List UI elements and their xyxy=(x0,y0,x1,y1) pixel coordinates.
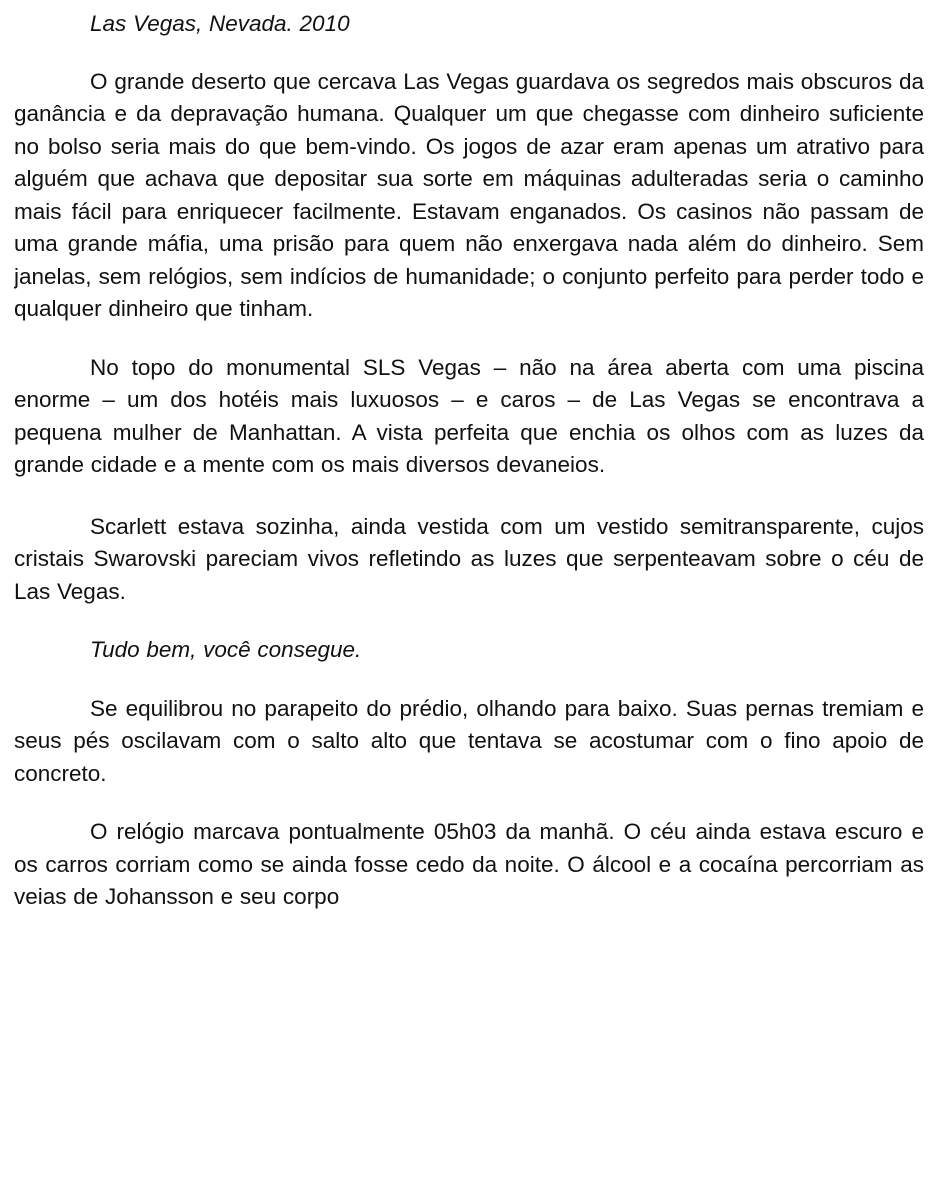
paragraph-sls-vegas: No topo do monumental SLS Vegas – não na área aberta com uma piscina enorme – um dos hotéis mais luxuosos – e caros – de Las Vegas se encontrava a pequena mulher de Manhattan. A vista perfeita que enchia os olhos com as luzes da grande cidade e a mente com os mais diversos devaneios. xyxy=(14,354,924,477)
paragraph-scarlett: Scarlett estava sozinha, ainda vestida com um vestido semitransparente, cujos cristais Swarovski pareciam vivos refletindo as luzes que serpenteavam sobre o céu de Las Vegas. xyxy=(14,513,924,604)
paragraph-clock: O relógio marcava pontualmente 05h03 da manhã. O céu ainda estava escuro e os carros corriam como se ainda fosse cedo da noite. O álcool e a cocaína percorriam as veias de Johansson e seu corpo xyxy=(14,819,924,909)
document-page xyxy=(14,0,924,1200)
paragraph-desert: O grande deserto que cercava Las Vegas guardava os segredos mais obscuros da ganância e da depravação humana. Qualquer um que chegasse com dinheiro suficiente no bolso seria mais do que bem-vindo. Os jogos de azar eram apenas um atrativo para alguém que achava que depositar sua sorte em máquinas adulteradas seria o caminho mais fácil para enriquecer facilmente. Estavam enganados. Os casinos não passam de uma grande máfia, uma prisão para quem não enxergava nada além do dinheiro. Sem janelas, sem relógios, sem indícios de humanidade; o conjunto perfeito para perder todo e qualquer dinheiro que tinham. xyxy=(14,68,924,321)
paragraph-parapet: Se equilibrou no parapeito do prédio, olhando para baixo. Suas pernas tremiam e seus pés oscilavam com o salto alto que tentava se acostumar com o fino apoio de concreto. xyxy=(14,695,924,786)
paragraph-inner-thought: Tudo bem, você consegue. xyxy=(90,637,362,662)
scene-heading: Las Vegas, Nevada. 2010 xyxy=(90,11,350,36)
